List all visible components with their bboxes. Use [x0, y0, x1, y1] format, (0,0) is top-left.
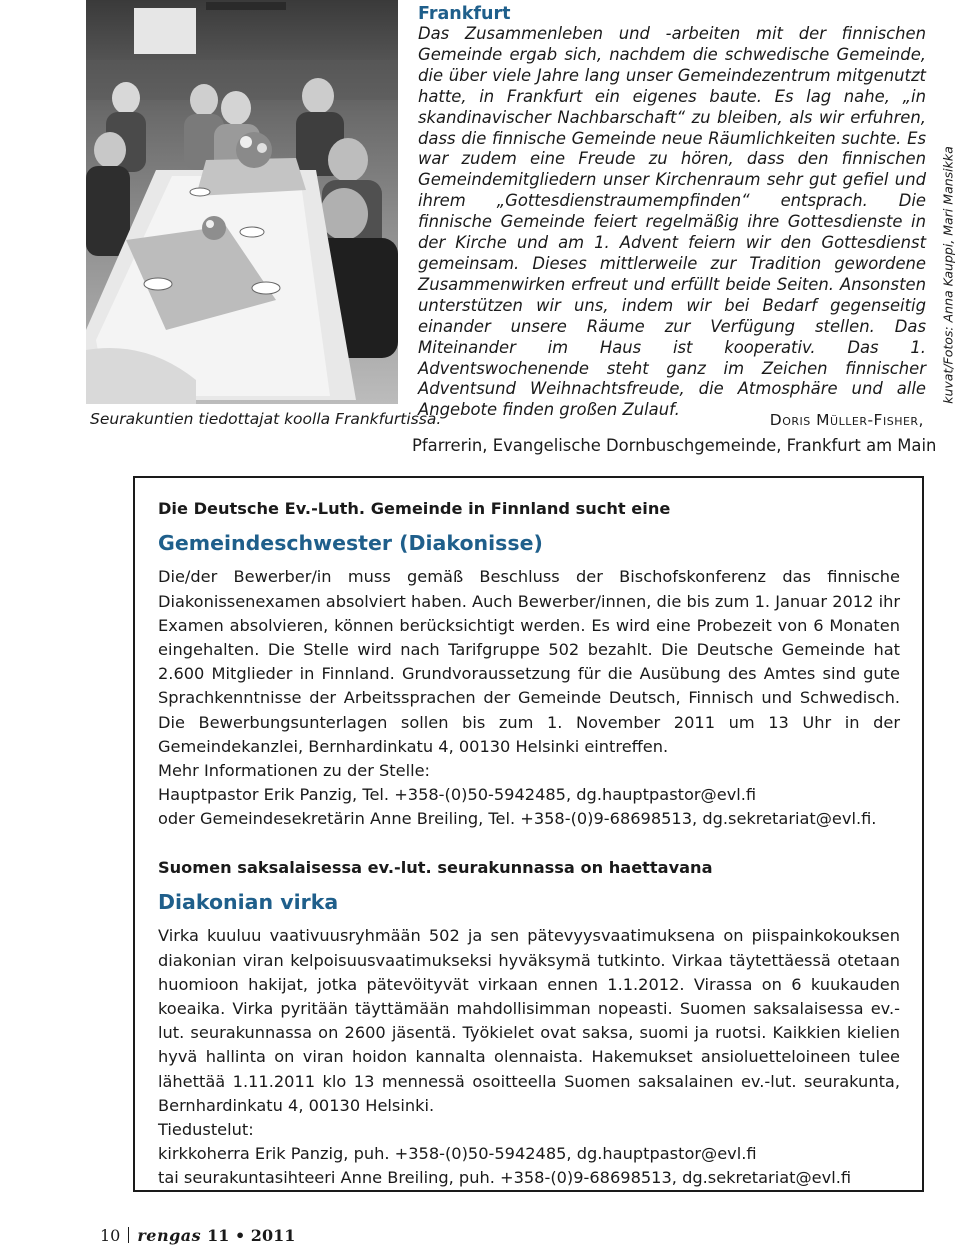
photo-caption: Seurakuntien tiedottajat koolla Frankfurtissa. [90, 410, 442, 428]
ad-german-contact-line: Hauptpastor Erik Panzig, Tel. +358-(0)50-5942485, dg.hauptpastor@evl.fi [158, 785, 757, 805]
article-author: Doris Müller-Fisher, [769, 411, 924, 429]
ad-german-contact [158, 759, 900, 832]
footer-divider [128, 1227, 129, 1243]
article-title: Frankfurt [418, 4, 511, 24]
page-footer [100, 1226, 295, 1245]
ad-german-contact-line: Mehr Informationen zu der Stelle: [158, 761, 430, 781]
magazine-logo: rengas [137, 1226, 202, 1245]
meeting-photo [86, 0, 398, 404]
ad-finnish-contact-line: kirkkoherra Erik Panzig, puh. +358-(0)50-5942485, dg.hauptpastor@evl.fi [158, 1144, 757, 1164]
job-ad-german [158, 497, 900, 832]
photo-credit-text: kuvat/Fotos: Anna Kauppi, Mari Mansikka [940, 146, 956, 404]
page-number: 10 [100, 1226, 121, 1245]
ad-finnish-contact-line: Tiedustelut: [158, 1120, 254, 1140]
job-ad-finnish [158, 856, 900, 1191]
photo-credit [937, 140, 959, 410]
article-paragraph: Das Zusammenleben und -arbeiten mit der finnischen Gemeinde ergab sich, nachdem die schwedische Gemeinde, die über viele Jahre lang unser Gemeindezentrum mitgenutzt hatte, in Frankfurt ein eigenes baute. Es lag nahe, „in skandinavischer Nachbarschaft“ zu bleiben, als wir erfuhren, dass die finnische Gemeinde neue Räumlichkeiten suchte. Es war zudem eine Freude zu hören, dass den finnischen Gemeindemitgliedern unser Kirchenraum sehr gut gefiel und ihrem „Gottesdienstraumempfinden“ entsprach. Die finnische Gemeinde feiert regelmäßig ihre Gottesdienste in der Kirche und am 1. Advent feiern wir den Gottesdienst gemeinsam. Dieses mittlerweile zur Tradition gewordene Zusammenwirken erfreut und erfüllt beide Seiten. Ansonsten unterstützen wir uns, indem wir bei Bedarf gegenseitig einander unsere Räume zur Verfügung stellen. Das Miteinander im Haus ist kooperativ. Das 1. Adventswochenende steht ganz im Zeichen finnischer Adventsund Weihnachtsfreude, die Atmosphäre und alle Angebote finden großen Zulauf. [418, 24, 926, 420]
article-affiliation: Pfarrerin, Evangelische Dornbuschgemeinde, Frankfurt am Main [412, 436, 937, 455]
ad-finnish-contact-line: tai seurakuntasihteeri Anne Breiling, puh. +358-(0)9-68698513, dg.sekretariat@evl.fi [158, 1168, 852, 1188]
ad-german-headline: Gemeindeschwester (Diakonisse) [158, 531, 543, 556]
ad-german-intro: Die Deutsche Ev.-Luth. Gemeinde in Finnland sucht eine [158, 499, 671, 518]
ad-finnish-headline: Diakonian virka [158, 890, 339, 915]
ad-finnish-contact [158, 1118, 900, 1191]
issue-number: 11 • 2011 [207, 1226, 296, 1245]
ad-finnish-body: Virka kuuluu vaativuusryhmään 502 ja sen pätevyysvaatimuksena on piispainkokouksen diakonian viran kelpoisuusvaatimukseksi hyväksymä tutkinto. Virkaa täytettäessä otetaan huomioon hakijat, jotka pätevöityvät virkaan ennen 1.1.2012. Virassa on 6 kuukauden koeaika. Virka pyritään täyttämään mahdollisimman nopeasti. Suomen saksalaisessa ev.-lut. seurakunnassa on 2600 jäsentä. Työkielet ovat saksa, suomi ja ruotsi. Kaikkien kielien hyvä hallinta on viran hoidon kannalta olennaista. Hakemukset ansioluetteloineen tulee lähettää 1.11.2011 klo 13 mennessä osoitteella Suomen saksalainen ev.-lut. seurakunta, Bernhardinkatu 4, 00130 Helsinki. [158, 926, 900, 1115]
ad-german-contact-line: oder Gemeindesekretärin Anne Breiling, Tel. +358-(0)9-68698513, dg.sekretariat@evl.fi. [158, 809, 877, 829]
article-frankfurt [418, 4, 926, 421]
ad-german-body: Die/der Bewerber/in muss gemäß Beschluss der Bischofskonferenz das finnische Diakonissenexamen absolviert haben. Auch Bewerber/innen, die bis zum 1. Januar 2012 ihr Examen absolvieren, können berücksichtigt werden. Es wird eine Probezeit von 6 Monaten eingehalten. Die Stelle wird nach Tarifgruppe 502 bezahlt. Die Deutsche Gemeinde hat 2.600 Mitglieder in Finnland. Grundvoraussetzung für die Ausübung des Amtes sind gute Sprachkenntnisse der Arbeitssprachen der Gemeinde Deutsch, Finnisch und Schwedisch. Die Bewerbungsunterlagen sollen bis zum 1. November 2011 um 13 Uhr in der Gemeindekanzlei, Bernhardinkatu 4, 00130 Helsinki eintreffen. [158, 567, 900, 756]
ad-finnish-intro: Suomen saksalaisessa ev.-lut. seurakunnassa on haettavana [158, 858, 713, 877]
